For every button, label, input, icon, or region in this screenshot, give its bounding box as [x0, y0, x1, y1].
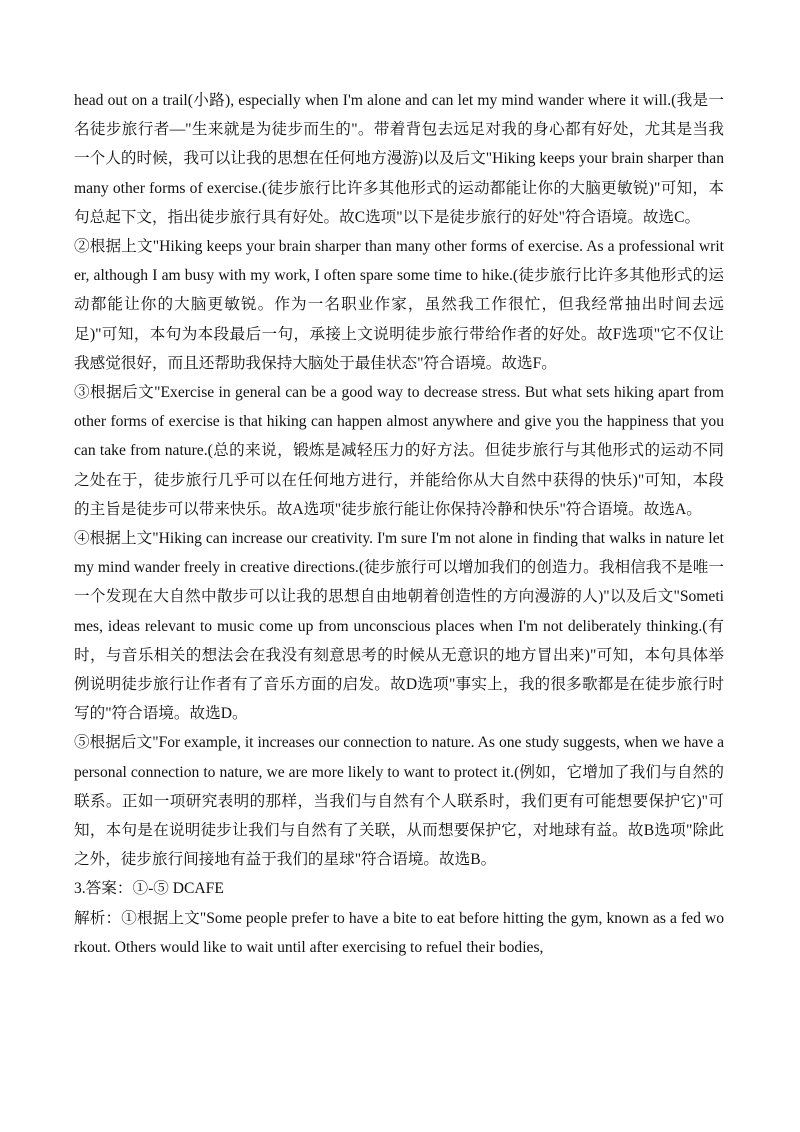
document-page — [74, 86, 724, 962]
paragraph-answer-2: ②根据上文"Hiking keeps your brain sharper than many other forms of exercise. As a professional writer, although I am busy with my work, I often spare some time to hike.(徒步旅行比许多其他形式的运动都能让你的大脑更敏锐。作为一名职业作家，虽然我工作很忙，但我经常抽出时间去远足)"可知，本句为本段最后一句，承接上文说明徒步旅行带给作者的好处。故F选项"它不仅让我感觉很好，而且还帮助我保持大脑处于最佳状态"符合语境。故选F。 — [74, 238, 724, 372]
paragraph-answer-3: ③根据后文"Exercise in general can be a good way to decrease stress. But what sets hiking apart from other forms of exercise is that hiking can happen almost anywhere and give you the happiness that you can take from nature.(总的来说，锻炼是减轻压力的好方法。但徒步旅行与其他形式的运动不同之处在于，徒步旅行几乎可以在任何地方进行，并能给你从大自然中获得的快乐)"可知，本段的主旨是徒步可以带来快乐。故A选项"徒步旅行能让你保持冷静和快乐"符合语境。故选A。 — [74, 384, 724, 518]
paragraph-answer-5: ⑤根据后文"For example, it increases our connection to nature. As one study suggests, when we have a personal connection to nature, we are more likely to want to protect it.(例如，它增加了我们与自然的联系。正如一项研究表明的那样，当我们与自然有个人联系时，我们更有可能想要保护它)"可知，本句是在说明徒步让我们与自然有了关联，从而想要保护它，对地球有益。故B选项"除此之外，徒步旅行间接地有益于我们的星球"符合语境。故选B。 — [74, 734, 724, 869]
answer-line-3: 3.答案：①-⑤ DCAFE — [74, 880, 224, 898]
paragraph-answer-4: ④根据上文"Hiking can increase our creativity. I'm sure I'm not alone in finding that walks in nature let my mind wander freely in creative directions.(徒步旅行可以增加我们的创造力。我相信我不是唯一一个发现在大自然中散步可以让我的思想自由地朝着创造性的方向漫游的人)"以及后文"Sometimes, ideas relevant to music come up from unconscious places when I'm not deliberately thinking.(有时，与音乐相关的想法会在我没有刻意思考的时候从无意识的地方冒出来)"可知，本句具体举例说明徒步旅行让作者有了音乐方面的启发。故D选项"事实上，我的很多歌都是在徒步旅行时写的"符合语境。故选D。 — [74, 530, 724, 723]
paragraph-hiking-benefits-c: head out on a trail(小路), especially when I'm alone and can let my mind wander where it will.(我是一名徒步旅行者—"生来就是为徒步而生的"。带着背包去远足对我的身心都有好处，尤其是当我一个人的时候，我可以让我的思想在任何地方漫游)以及后文"Hiking keeps your brain sharper than many other forms of exercise.(徒步旅行比许多其他形式的运动都能让你的大脑更敏锐)"可知，本句总起下文，指出徒步旅行具有好处。故C选项"以下是徒步旅行的好处"符合语境。故选C。 — [74, 92, 724, 226]
paragraph-explanation-3: 解析：①根据上文"Some people prefer to have a bite to eat before hitting the gym, known as a fed workout. Others would like to wait until after exercising to refuel their bodies, — [74, 909, 724, 956]
